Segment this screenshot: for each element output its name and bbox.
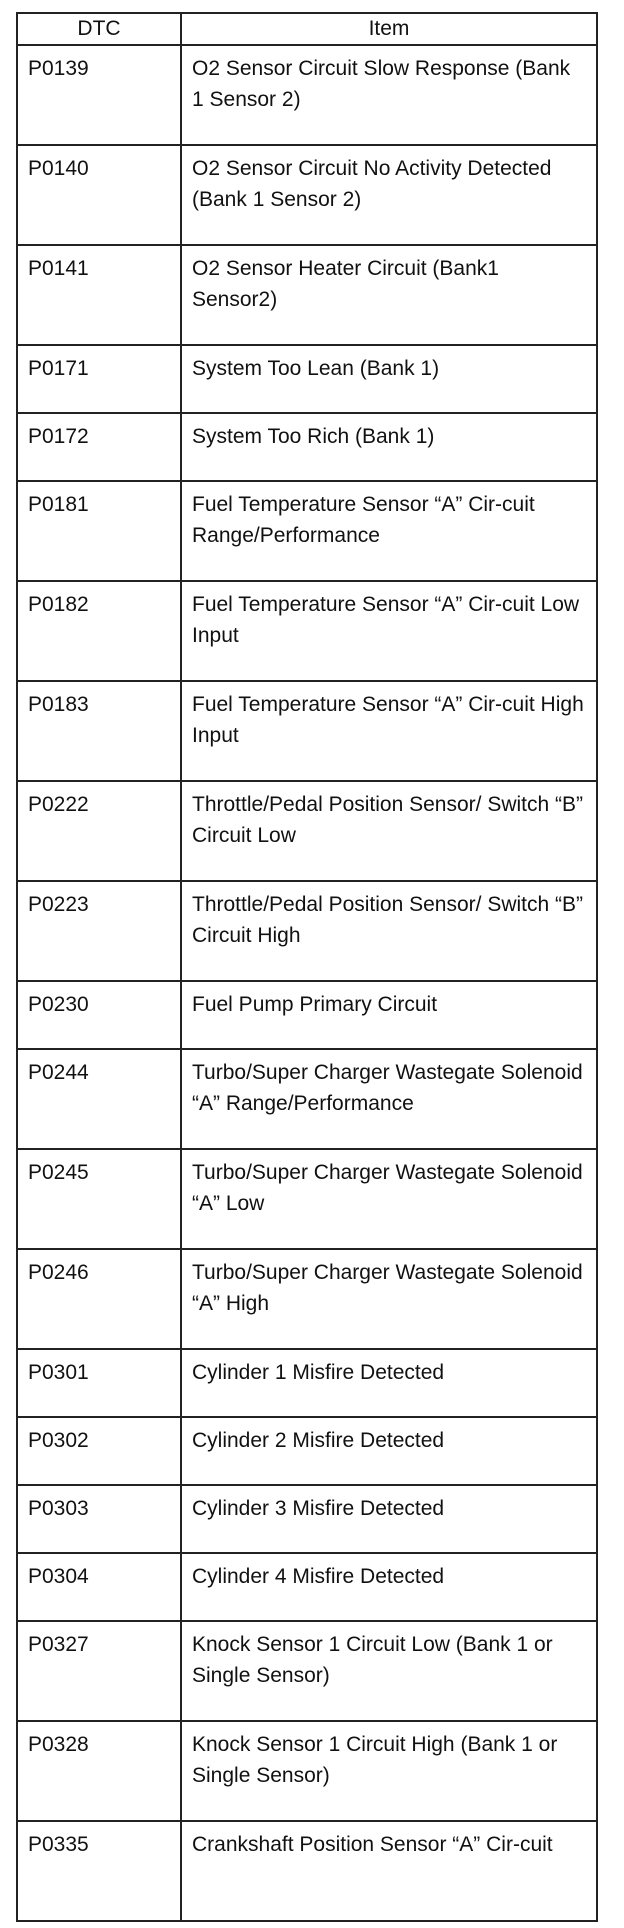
dtc-cell [17, 245, 181, 345]
dtc-cell [17, 1721, 181, 1821]
item-description: O2 Sensor Circuit No Activity Detected (Bank 1 Sensor 2) [192, 157, 552, 211]
dtc-cell [17, 881, 181, 981]
item-cell [181, 1349, 597, 1417]
dtc-cell [17, 1485, 181, 1553]
item-cell [181, 781, 597, 881]
item-description: Turbo/Super Charger Wastegate Solenoid “A” Low [192, 1161, 583, 1215]
item-cell [181, 1553, 597, 1621]
dtc-cell [17, 981, 181, 1049]
dtc-code: P0183 [28, 693, 89, 716]
dtc-cell [17, 581, 181, 681]
table-row [17, 1721, 597, 1821]
dtc-code: P0139 [28, 57, 89, 80]
item-description: Fuel Temperature Sensor “A” Cir-cuit High Input [192, 693, 584, 747]
table-row [17, 345, 597, 413]
item-description: Knock Sensor 1 Circuit Low (Bank 1 or Single Sensor) [192, 1633, 553, 1687]
table-row [17, 481, 597, 581]
dtc-code: P0181 [28, 493, 89, 516]
dtc-code: P0302 [28, 1429, 89, 1452]
table-row [17, 413, 597, 481]
table-row [17, 1821, 597, 1921]
dtc-cell [17, 1049, 181, 1149]
dtc-cell [17, 1553, 181, 1621]
table-row [17, 781, 597, 881]
dtc-code: P0140 [28, 157, 89, 180]
dtc-code: P0230 [28, 993, 89, 1016]
column-header-dtc: DTC [17, 13, 181, 45]
item-cell [181, 481, 597, 581]
item-cell [181, 145, 597, 245]
dtc-cell [17, 1249, 181, 1349]
dtc-code: P0244 [28, 1061, 89, 1084]
dtc-cell [17, 1149, 181, 1249]
dtc-code: P0223 [28, 893, 89, 916]
item-cell [181, 1821, 597, 1921]
item-cell [181, 581, 597, 681]
dtc-cell [17, 345, 181, 413]
table-row [17, 1349, 597, 1417]
item-description: System Too Lean (Bank 1) [192, 357, 440, 380]
item-cell [181, 245, 597, 345]
table-row [17, 1621, 597, 1721]
dtc-code: P0328 [28, 1733, 89, 1756]
dtc-cell [17, 145, 181, 245]
item-cell [181, 1621, 597, 1721]
item-cell [181, 45, 597, 145]
item-description: Throttle/Pedal Position Sensor/ Switch “B” Circuit High [192, 893, 584, 947]
item-description: Throttle/Pedal Position Sensor/ Switch “B” Circuit Low [192, 793, 584, 847]
dtc-cell [17, 781, 181, 881]
dtc-cell [17, 413, 181, 481]
table-row [17, 145, 597, 245]
table-row [17, 981, 597, 1049]
table-row [17, 1553, 597, 1621]
item-description: O2 Sensor Heater Circuit (Bank1 Sensor2) [192, 257, 499, 311]
dtc-cell [17, 1821, 181, 1921]
item-cell [181, 413, 597, 481]
table-header-row [17, 13, 597, 45]
item-description: Cylinder 3 Misfire Detected [192, 1497, 445, 1520]
item-description: Fuel Temperature Sensor “A” Cir-cuit Range/Performance [192, 493, 535, 547]
table-row [17, 45, 597, 145]
item-description: Turbo/Super Charger Wastegate Solenoid “A” High [192, 1261, 583, 1315]
table-row [17, 881, 597, 981]
item-description: Cylinder 2 Misfire Detected [192, 1429, 445, 1452]
dtc-code: P0304 [28, 1565, 89, 1588]
item-description: Crankshaft Position Sensor “A” Cir-cuit [192, 1833, 553, 1856]
table-row [17, 1249, 597, 1349]
item-cell [181, 1149, 597, 1249]
dtc-table [16, 12, 598, 1922]
dtc-code: P0303 [28, 1497, 89, 1520]
table-row [17, 581, 597, 681]
item-description: O2 Sensor Circuit Slow Response (Bank 1 Sensor 2) [192, 57, 571, 111]
item-description: System Too Rich (Bank 1) [192, 425, 435, 448]
item-description: Cylinder 4 Misfire Detected [192, 1565, 445, 1588]
item-description: Fuel Pump Primary Circuit [192, 993, 438, 1016]
column-header-item: Item [181, 13, 597, 45]
dtc-code: P0172 [28, 425, 89, 448]
item-description: Turbo/Super Charger Wastegate Solenoid “A” Range/Performance [192, 1061, 583, 1115]
dtc-code: P0171 [28, 357, 89, 380]
table-row [17, 1417, 597, 1485]
dtc-cell [17, 681, 181, 781]
item-cell [181, 681, 597, 781]
table-row [17, 1485, 597, 1553]
dtc-code: P0301 [28, 1361, 89, 1384]
dtc-cell [17, 1621, 181, 1721]
item-cell [181, 1249, 597, 1349]
dtc-code: P0182 [28, 593, 89, 616]
dtc-cell [17, 1349, 181, 1417]
dtc-code: P0141 [28, 257, 89, 280]
item-cell [181, 881, 597, 981]
dtc-cell [17, 481, 181, 581]
item-description: Cylinder 1 Misfire Detected [192, 1361, 445, 1384]
dtc-code: P0335 [28, 1833, 89, 1856]
dtc-code: P0222 [28, 793, 89, 816]
table-row [17, 1149, 597, 1249]
item-cell [181, 1417, 597, 1485]
dtc-cell [17, 45, 181, 145]
item-description: Fuel Temperature Sensor “A” Cir-cuit Low Input [192, 593, 580, 647]
dtc-code: P0327 [28, 1633, 89, 1656]
table-row [17, 245, 597, 345]
table-row [17, 681, 597, 781]
item-cell [181, 1485, 597, 1553]
item-cell [181, 1721, 597, 1821]
item-cell [181, 1049, 597, 1149]
item-description: Knock Sensor 1 Circuit High (Bank 1 or Single Sensor) [192, 1733, 558, 1787]
table-row [17, 1049, 597, 1149]
dtc-cell [17, 1417, 181, 1485]
dtc-code: P0245 [28, 1161, 89, 1184]
item-cell [181, 345, 597, 413]
item-cell [181, 981, 597, 1049]
dtc-code: P0246 [28, 1261, 89, 1284]
